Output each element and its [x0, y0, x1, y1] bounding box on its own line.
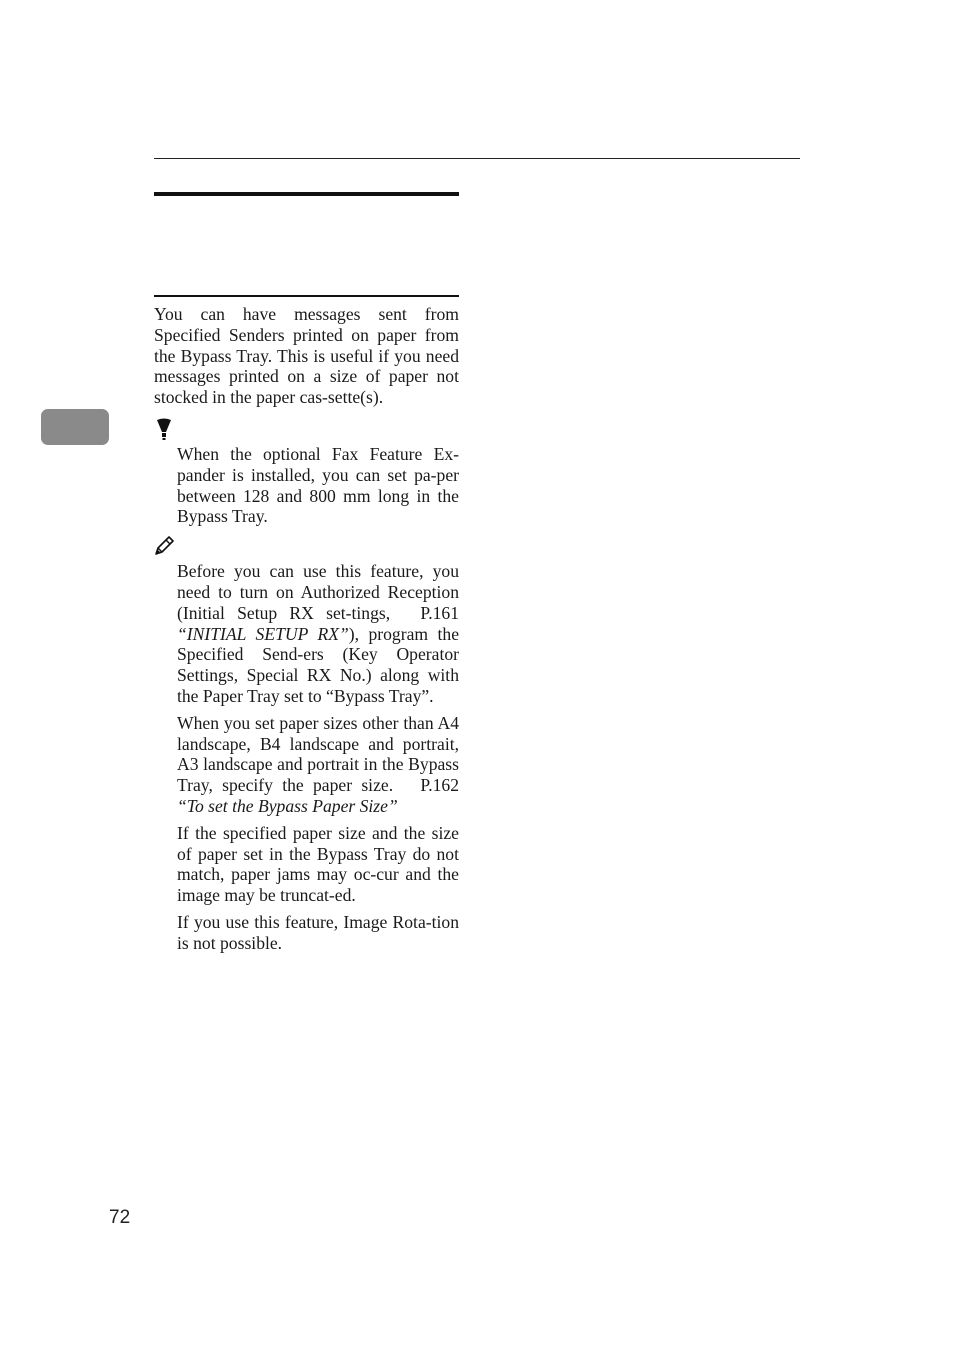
note-item: If you use this feature, Image Rota-tion is not possible.	[177, 911, 459, 953]
note-text: When you set paper sizes other than A4 landscape, B4 landscape and portrait, A3 landscape and portrait in the Bypass Tray, specify the paper size.	[177, 712, 459, 796]
note-item	[177, 713, 459, 817]
exclamation-bulb-icon	[154, 418, 174, 440]
main-column	[154, 304, 459, 960]
ref-title: “INITIAL SETUP RX”	[177, 623, 349, 644]
page-ref[interactable]: P.161	[420, 602, 459, 623]
intro-paragraph: You can have messages sent from Specified Senders printed on paper from the Bypass Tray. This is useful if you need messages printed on a size of paper not stocked in the paper cas-sette(s).	[154, 304, 459, 408]
section-heading-rule-top	[154, 192, 459, 196]
pencil-icon	[154, 535, 174, 557]
ref-title: “To set the Bypass Paper Size”	[177, 795, 398, 816]
note-item	[177, 561, 459, 707]
note-item: If the specified paper size and the size of paper set in the Bypass Tray do not match, paper jams may oc-cur and the image may be truncat-ed.	[177, 822, 459, 906]
chapter-tab	[41, 409, 109, 445]
important-text: When the optional Fax Feature Ex-pander is installed, you can set pa-per between 128 and 800 mm long in the Bypass Tray.	[177, 443, 459, 527]
notes-block	[154, 561, 459, 953]
header-rule	[154, 158, 800, 159]
page-ref[interactable]: P.162	[420, 775, 459, 796]
note-text: ), program the Specified Send-ers (Key Operator Settings, Special RX No.) along with the Paper Tray set to “Bypass Tray”.	[177, 623, 460, 706]
note-text: Before you can use this feature, you need to turn on Authorized Reception (Initial Setup RX set-tings,	[177, 561, 459, 623]
page-number: 72	[109, 1207, 131, 1228]
section-heading-rule-bottom	[154, 295, 459, 297]
important-block	[154, 444, 459, 527]
